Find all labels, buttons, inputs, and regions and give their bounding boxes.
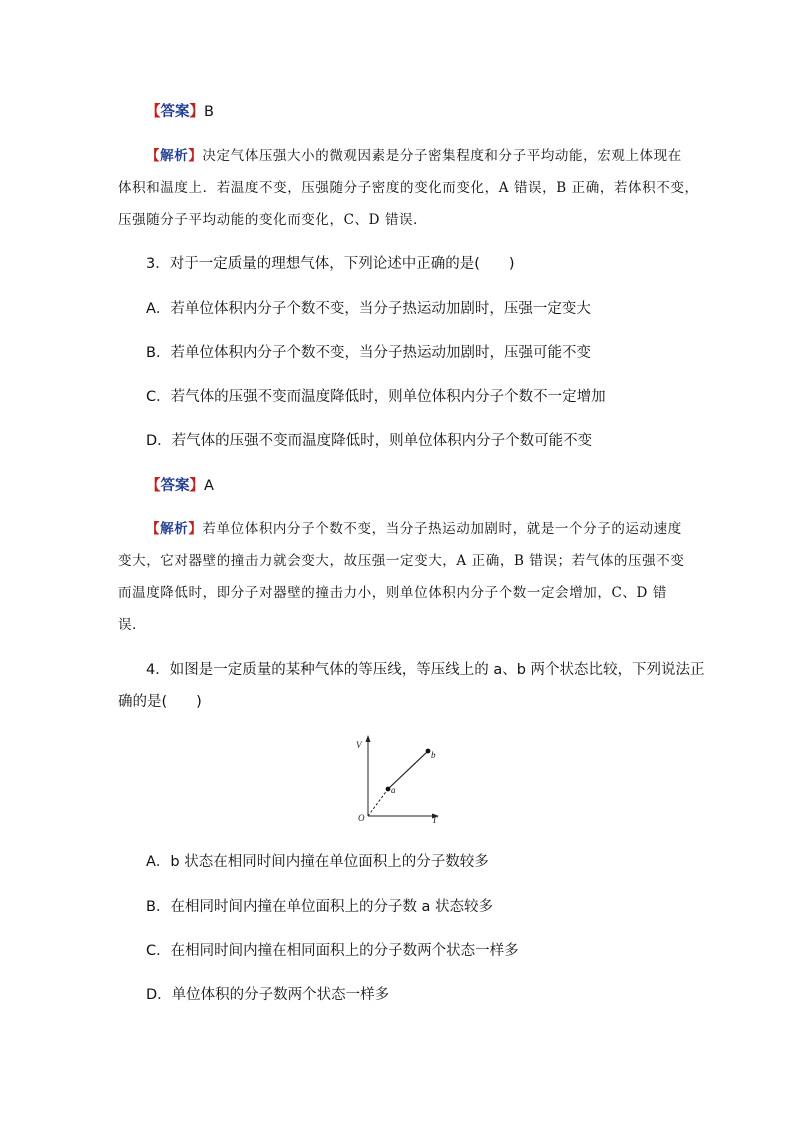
point-a-label: a <box>391 785 396 795</box>
q4-option-c: C．在相同时间内撞在相同面积上的分子数两个状态一样多 <box>146 943 519 959</box>
y-axis-label: V <box>356 740 362 750</box>
q3-option-d: D．若气体的压强不变而温度降低时，则单位体积内分子个数可能不变 <box>146 433 593 449</box>
q4-option-b: B．在相同时间内撞在单位面积上的分子数 a 状态较多 <box>146 899 494 915</box>
q3-explanation-line-4: 误． <box>118 617 147 633</box>
q3-answer <box>146 476 214 496</box>
isobar-figure <box>348 732 448 828</box>
q3-explanation-line-1 <box>146 519 682 539</box>
point-b-label: b <box>431 750 436 760</box>
q3-option-c: C．若气体的压强不变而温度降低时，则单位体积内分子个数不一定增加 <box>146 389 606 405</box>
q4-option-a: A．b 状态在相同时间内撞在单位面积上的分子数较多 <box>146 854 489 870</box>
explanation-tag: 【解析】 <box>146 148 203 164</box>
q2-explanation-line-1 <box>146 146 682 166</box>
q2-explanation-line-2: 体积和温度上．若温度不变，压强随分子密度的变化而变化，A 错误，B 正确，若体积不变， <box>118 180 699 196</box>
q3-option-a: A．若单位体积内分子个数不变，当分子热运动加剧时，压强一定变大 <box>146 301 591 317</box>
q3-stem: 3．对于一定质量的理想气体，下列论述中正确的是( ) <box>146 256 515 272</box>
y-axis-arrow-icon <box>366 735 371 742</box>
answer-tag: 【答案】 <box>146 104 204 120</box>
q3-explanation-line-2: 变大，它对器壁的撞击力就会变大，故压强一定变大，A 正确，B 错误；若气体的压强不变 <box>118 553 685 569</box>
q3-option-b: B．若单位体积内分子个数不变，当分子热运动加剧时，压强可能不变 <box>146 345 591 361</box>
q4-option-d: D．单位体积的分子数两个状态一样多 <box>146 987 390 1003</box>
isobar-diagram <box>348 732 448 824</box>
answer-value: B <box>204 104 214 120</box>
q4-stem-line-1: 4．如图是一定质量的某种气体的等压线，等压线上的 a、b 两个状态比较，下列说法正 <box>146 662 705 678</box>
isobar-extension-dashed <box>368 789 388 816</box>
q4-stem-line-2: 确的是( ) <box>118 694 202 710</box>
point-b-marker <box>426 749 431 754</box>
origin-label: O <box>358 813 365 823</box>
isobar-line <box>388 751 428 789</box>
explanation-text: 若单位体积内分子个数不变，当分子热运动加剧时，就是一个分子的运动速度 <box>202 521 682 537</box>
answer-tag: 【答案】 <box>146 478 204 494</box>
answer-value: A <box>204 478 214 494</box>
q3-explanation-line-3: 而温度降低时，即分子对器壁的撞击力小，则单位体积内分子个数一定会增加，C、D 错 <box>118 585 667 601</box>
point-a-marker <box>386 787 391 792</box>
q2-answer <box>146 102 214 122</box>
x-axis-label: T <box>432 815 438 824</box>
explanation-tag: 【解析】 <box>146 521 203 537</box>
explanation-text: 决定气体压强大小的微观因素是分子密集程度和分子平均动能，宏观上体现在 <box>202 148 682 164</box>
q2-explanation-line-3: 压强随分子平均动能的变化而变化，C、D 错误． <box>118 212 428 228</box>
